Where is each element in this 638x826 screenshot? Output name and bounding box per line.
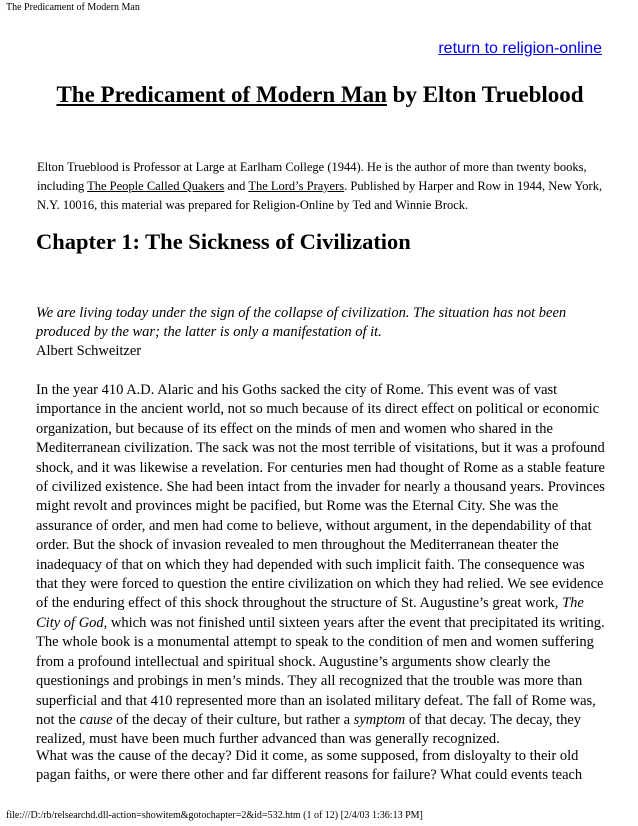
paragraph-text: of that decay. The decay, they realized, must have been much further advanced than was generally recognized. bbox=[36, 711, 582, 748]
page-footer-path: file:///D:/rb/relsearchd.dll-action=showitem&gotochapter=2&id=532.htm (1 of 12) [2/4/03 1:36:13 PM] bbox=[6, 810, 423, 821]
intro-text-2: and bbox=[224, 179, 249, 193]
paragraph-text: In the year 410 A.D. Alaric and his Goths sacked the city of Rome. This event was of vast importance in the ancient world, not so much because of its direct effect on political or economic organization, but because of its effect on the minds of men and women who shared in the Mediterranean civilization. The sack was not the most terrible of visitations, but it was a profound shock, and it was likewise a revelation. For centuries men had thought of Rome as a stable feature of civilized existence. She had been intact from the invader for nearly a thousand years. Provinces might revolt and provinces might be pacified, but Rome was the Eternal City. She was the assurance of order, and men had come to believe, without argument, in the dependability of that order. But the shock of invasion revealed to men throughout the Mediterranean theater the inadequacy of that on which they had depended with such implicit faith. The consequence was that they were forced to question the entire civilization on which they had relied. We see evidence of the enduring effect of this shock throughout the structure of St. Augustine’s great work, bbox=[36, 382, 605, 612]
emphasis-symptom: symptom bbox=[353, 711, 406, 728]
epigraph-quote: We are living today under the sign of the collapse of civilization. The situation has not been produced by the war; the latter is only a manifestation of it. bbox=[36, 305, 567, 340]
paragraph-text: of the decay of their culture, but rather a bbox=[112, 711, 354, 728]
paragraph-text: , which was not finished until sixteen years after the event that precipitated its writing. The whole book is a monumental attempt to speak to the condition of men and women suffering from a profound intellectual and spiritual shock. Augustine’s arguments show clearly the questionings and probings in men’s minds. They all recognized that the trouble was more than superficial and that 410 represented more than an isolated military defeat. The fall of Rome was, not the bbox=[36, 614, 605, 728]
page-title bbox=[40, 80, 600, 110]
body-paragraph-1 bbox=[36, 381, 608, 750]
return-to-religion-online-link[interactable]: return to religion-online bbox=[438, 40, 602, 57]
epigraph-author: Albert Schweitzer bbox=[36, 343, 142, 359]
emphasis-cause: cause bbox=[79, 711, 113, 728]
body-paragraph-2: What was the cause of the decay? Did it come, as some supposed, from disloyalty to their old pagan faiths, or were there other and far different reasons for failure? What could events teach bbox=[36, 748, 583, 784]
intro-text-1: Elton Trueblood is Professor at Large at Earlham College (1944). He is the author of more than twenty books, including bbox=[37, 160, 587, 193]
title-link[interactable]: The Predicament of Modern Man bbox=[56, 82, 387, 107]
page-header-title: The Predicament of Modern Man bbox=[6, 2, 140, 13]
book-link-lords-prayers[interactable]: The Lord’s Prayers bbox=[248, 179, 345, 193]
chapter-heading: Chapter 1: The Sickness of Civilization bbox=[36, 229, 411, 254]
epigraph bbox=[36, 304, 606, 361]
title-byline: by Elton Trueblood bbox=[386, 82, 584, 107]
book-link-people-called-quakers[interactable]: The People Called Quakers bbox=[87, 179, 225, 193]
author-intro bbox=[37, 158, 607, 215]
intro-text-3: . Published by Harper and Row in 1944, New York, N.Y. 10016, this material was prepared for Religion-Online by Ted and Winnie Brock. bbox=[37, 179, 603, 212]
emphasis-city-of-god: The City of God bbox=[36, 595, 584, 631]
